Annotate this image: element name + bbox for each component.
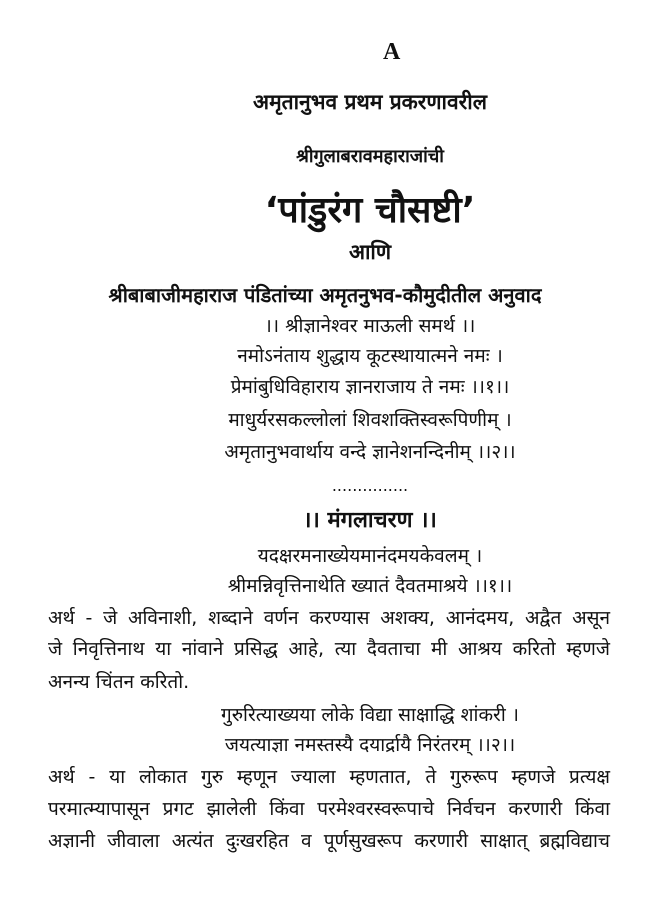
opening-verse-line: अमृतानुभवार्थाय वन्दे ज्ञानेशनन्दिनीम् ।।२।। (224, 441, 516, 463)
meaning-paragraph-line: अनन्य चिंतन करितो. (48, 671, 190, 693)
verse-line: जयत्याज्ञा नमस्तस्यै दयार्द्रायै निरंतरम् ।।२।। (224, 734, 516, 756)
opening-verse-line: प्रेमांबुधिविहाराय ज्ञानराजाय ते नमः ।।१।। (230, 376, 510, 398)
heading-line-2: श्रीगुलाबरावमहाराजांची (296, 146, 444, 167)
verse-line: यदक्षरमनाख्येयमानंदमयकेवलम् । (257, 545, 483, 567)
heading-conjunction: आणि (348, 240, 392, 264)
meaning-paragraph-line: अर्थ - जे अविनाशी, शब्दाने वर्णन करण्यास अशक्य, आनंदमय, अद्वैत असून (48, 607, 610, 629)
separator-dots: ............... (331, 476, 409, 495)
heading-line-3: श्रीबाबाजीमहाराज पंडितांच्या अमृतनुभव-कौमुदीतील अनुवाद (108, 283, 542, 307)
meaning-paragraph-line: जे निवृत्तिनाथ या नांवाने प्रसिद्ध आहे, त्या दैवताचा मी आश्रय करितो म्हणजे (48, 638, 610, 660)
meaning-paragraph-line: परमात्म्यापासून प्रगट झालेली किंवा परमेश्वरस्वरूपाचे निर्वचन करणारी किंवा (48, 798, 610, 820)
heading-line-1: अमृतानुभव प्रथम प्रकरणावरील (253, 90, 487, 114)
page-title: ‘पांडुरंग चौसष्टी’ (264, 190, 476, 231)
invocation: ।। श्रीज्ञानेश्वर माऊली समर्थ ।। (264, 315, 476, 337)
page-marker: A (383, 39, 401, 65)
verse-line: गुरुरित्याख्यया लोके विद्या साक्षाद्धि शांकरी । (221, 704, 519, 726)
opening-verse-line: नमोऽनंताय शुद्धाय कूटस्थायात्मने नमः । (237, 345, 503, 367)
meaning-paragraph-line: अर्थ - या लोकात गुरु म्हणून ज्याला म्हणतात, ते गुरुरूप म्हणजे प्रत्यक्ष (48, 766, 610, 788)
section-title: ।। मंगलाचरण ।। (303, 508, 437, 533)
opening-verse-line: माधुर्यरसकल्लोलां शिवशक्तिस्वरूपिणीम् । (228, 409, 512, 431)
verse-line: श्रीमन्निवृत्तिनाथेति ख्यातं दैवतमाश्रये ।।१।। (227, 575, 513, 597)
meaning-paragraph-line: अज्ञानी जीवाला अत्यंत दुःखरहित व पूर्णसुखरूप करणारी साक्षात् ब्रह्मविद्याच (48, 830, 610, 852)
